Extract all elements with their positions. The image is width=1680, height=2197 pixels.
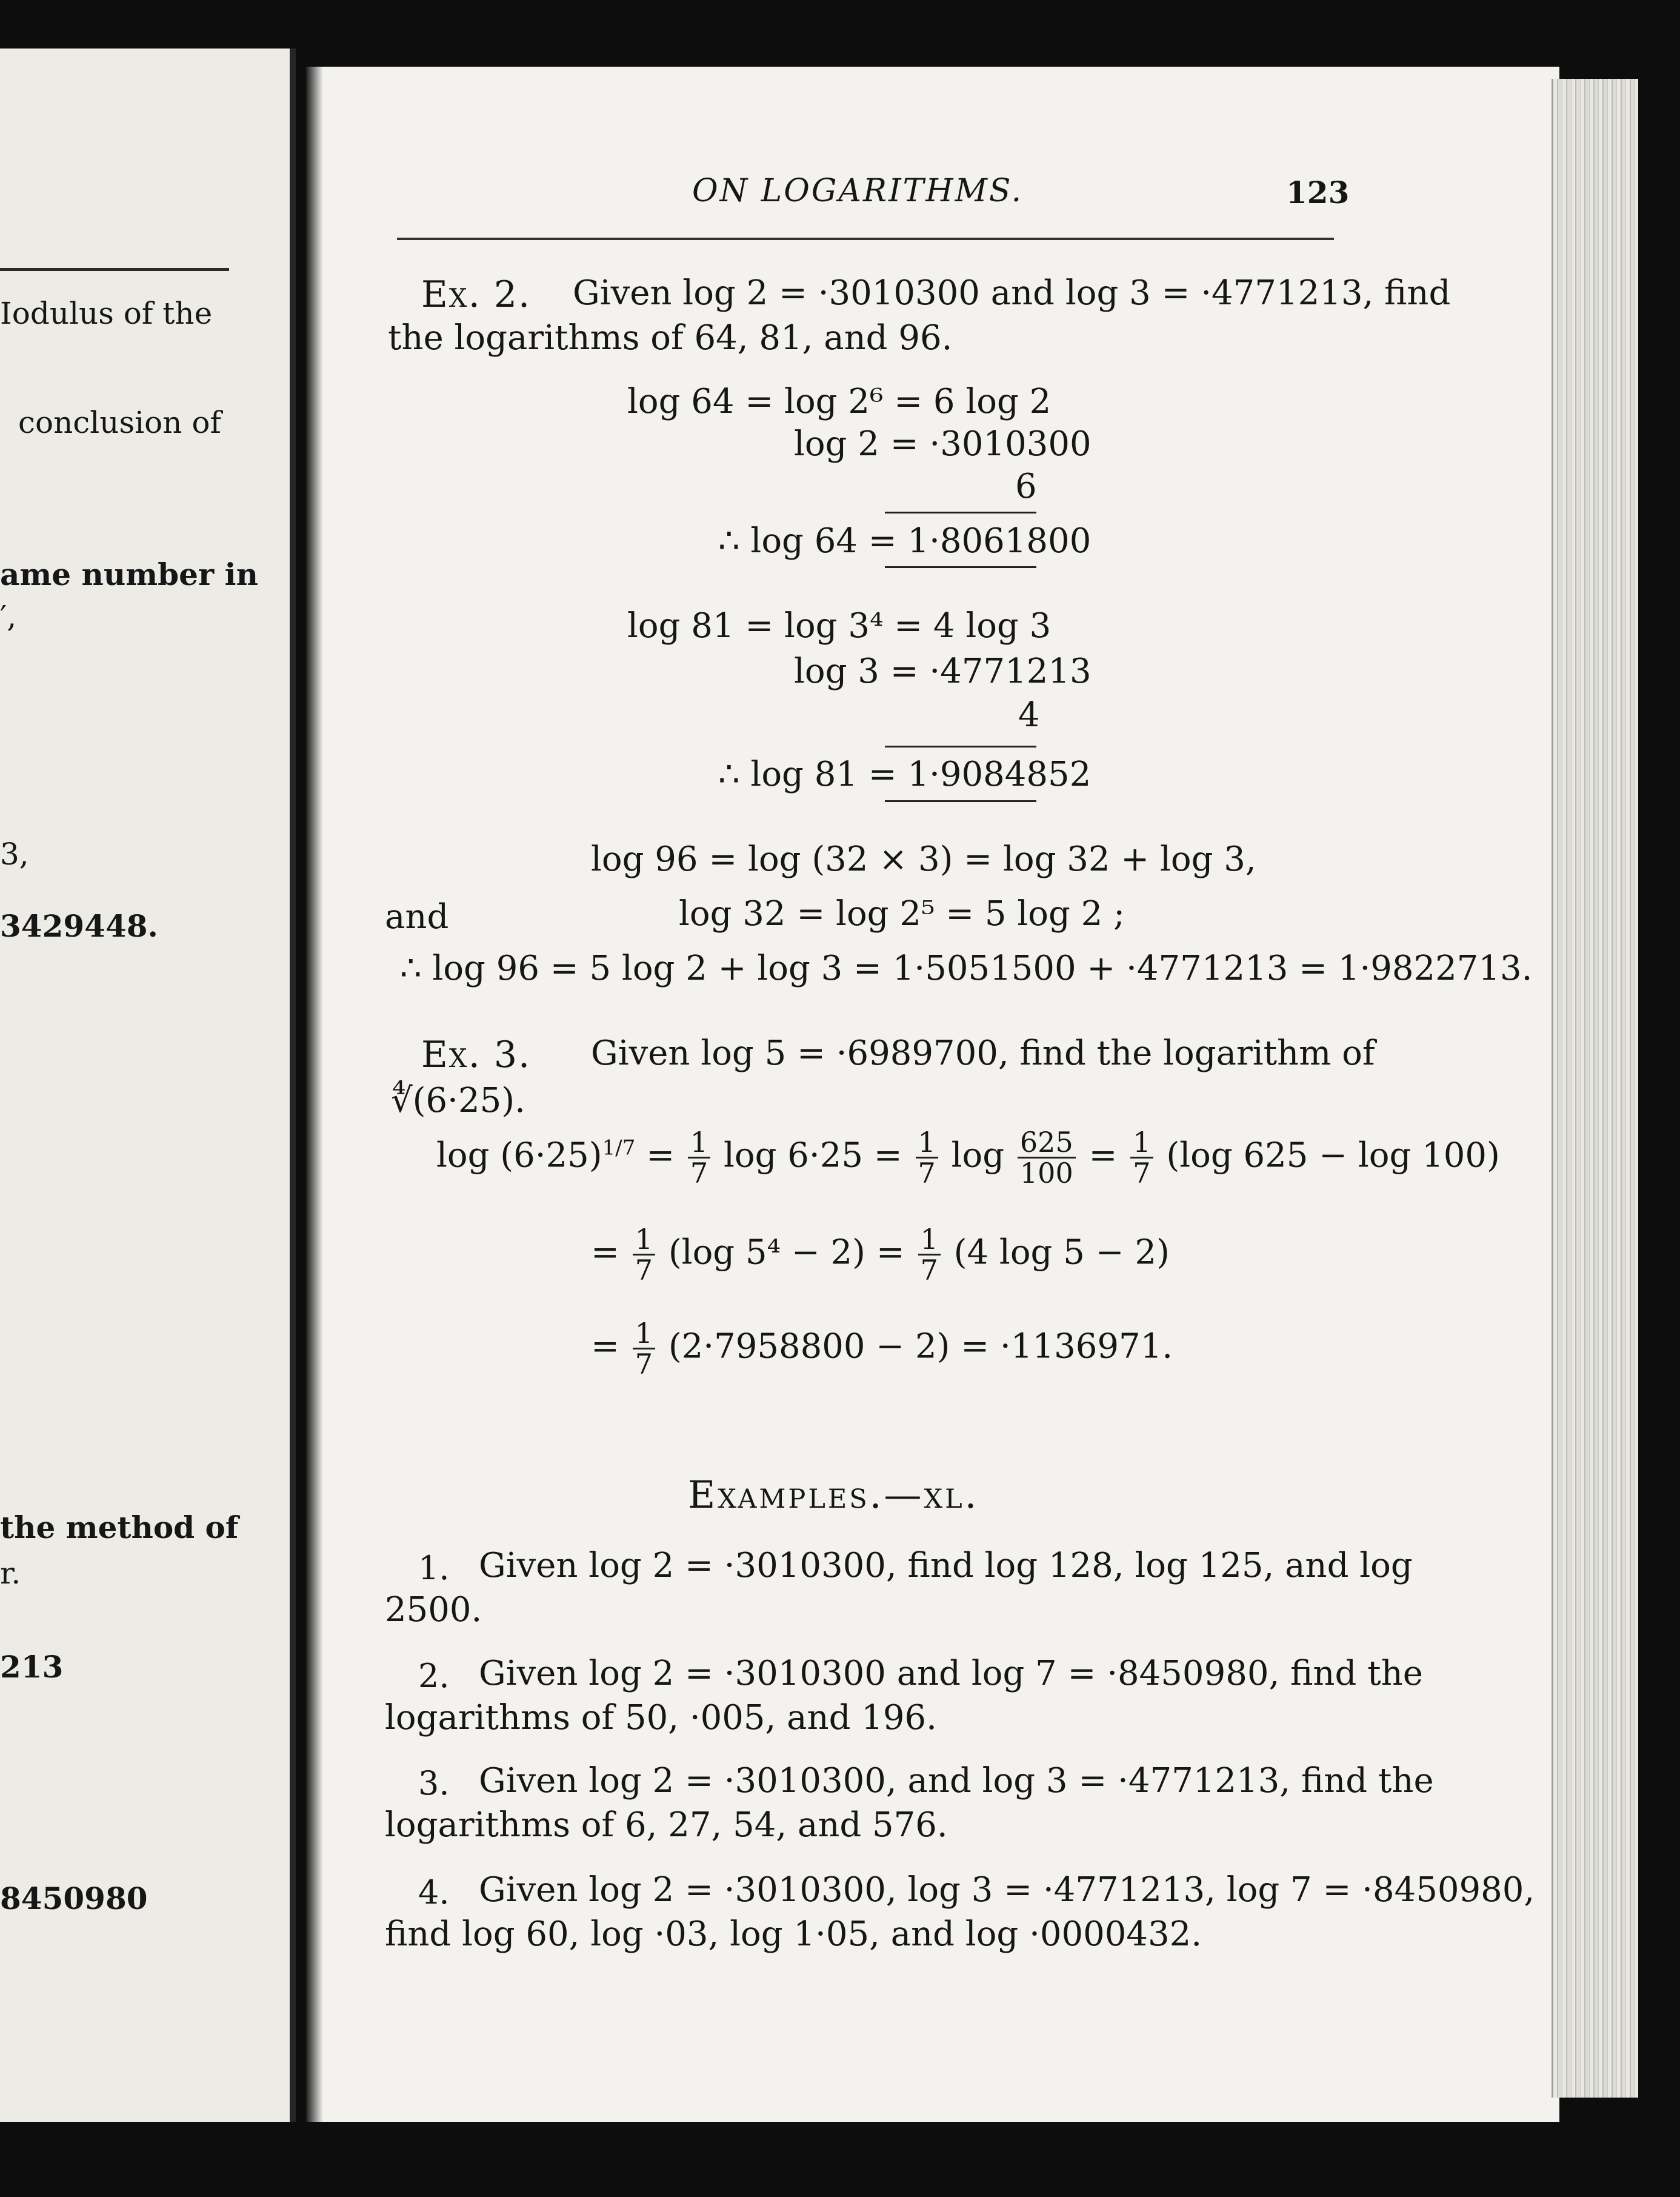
ex2-statement-line1: Given log 2 = ·3010300 and log 3 = ·4771213, find (573, 273, 1451, 313)
ex3-eq1-log625: log 6·25 = (724, 1135, 902, 1175)
ex2-rule (885, 512, 1036, 513)
ex2-line-log2: log 2 = ·3010300 (794, 424, 1092, 464)
ex3-statement-line1: Given log 5 = ·6989700, find the logarithm of (591, 1034, 1375, 1073)
ex3-eq1-rhs: (log 625 − log 100) (1166, 1135, 1500, 1175)
ex2-line-log64: log 64 = log 2⁶ = 6 log 2 (627, 382, 1052, 421)
fraction-one-seventh: $\frac{1}{7}$ (916, 1128, 938, 1188)
ex3-eq1-log: log (951, 1135, 1005, 1175)
ex2-label: Ex. 2. (421, 273, 532, 316)
left-fragment-line: ′, (0, 599, 17, 634)
ex2-statement-line2: the logarithms of 64, 81, and 96. (388, 318, 953, 358)
ex2-line-multiplier: 6 (1015, 467, 1037, 506)
left-fragment-line: 213 (0, 1649, 64, 1685)
ex3-label: Ex. 3. (421, 1034, 532, 1076)
left-fragment-line: 3, (0, 837, 29, 872)
ex2-line-log32: log 32 = log 2⁵ = 5 log 2 ; (679, 894, 1125, 934)
ex2-line-multiplier: 4 (1018, 695, 1040, 735)
ex3-statement-line2: ∜(6·25). (391, 1081, 525, 1120)
example-3-line1: Given log 2 = ·3010300, and log 3 = ·4771213, find the (479, 1761, 1434, 1801)
example-1-line1: Given log 2 = ·3010300, find log 128, log 125, and log (479, 1546, 1413, 1585)
ex3-eq3-rhs: (2·7958800 − 2) = ·1136971. (668, 1326, 1173, 1366)
example-number: 4. (418, 1873, 450, 1911)
left-fragment-line: r. (0, 1556, 21, 1591)
ex3-eq1-exponent: 1/7 (602, 1135, 636, 1160)
left-fragment-line: 3429448. (0, 908, 158, 944)
page-edges (1552, 79, 1638, 2098)
example-1-line2: 2500. (385, 1590, 482, 1630)
ex3-eq2-equals: = (591, 1232, 619, 1272)
left-page-fragment (0, 48, 296, 2122)
gutter-shadow (306, 67, 323, 2122)
example-number: 2. (418, 1657, 450, 1695)
ex2-rule (885, 800, 1036, 802)
examples-heading: Examples.—xl. (688, 1473, 979, 1517)
ex2-line-log81: log 81 = log 3⁴ = 4 log 3 (627, 606, 1052, 646)
ex3-eq1-lhs: log (6·25) (436, 1135, 602, 1175)
example-4-line1: Given log 2 = ·3010300, log 3 = ·4771213, log 7 = ·8450980, (479, 1870, 1535, 1910)
left-fragment-line: Iodulus of the (0, 296, 213, 331)
fraction-one-seventh: $\frac{1}{7}$ (918, 1225, 941, 1285)
example-number: 1. (418, 1549, 450, 1587)
ex3-equation-3 (591, 1319, 1173, 1379)
ex3-eq2-rhs: (4 log 5 − 2) (953, 1232, 1170, 1272)
ex2-result-log96: ∴ log 96 = 5 log 2 + log 3 = 1·5051500 + ·4771213 = 1·9822713. (400, 949, 1533, 988)
running-header: ON LOGARITHMS. (692, 173, 1024, 209)
page-number: 123 (1286, 175, 1350, 210)
example-2-line1: Given log 2 = ·3010300 and log 7 = ·8450980, find the (479, 1654, 1423, 1693)
left-fragment-line: ame number in (0, 557, 259, 592)
ex2-rule (885, 746, 1036, 747)
ex3-eq1-equals: = (1088, 1135, 1118, 1175)
ex3-equation-1 (436, 1128, 1500, 1188)
ex2-rule (885, 566, 1036, 568)
ex2-line-log96: log 96 = log (32 × 3) = log 32 + log 3, (591, 840, 1256, 879)
fraction-one-seventh: $\frac{1}{7}$ (633, 1319, 655, 1379)
example-3-line2: logarithms of 6, 27, 54, and 576. (385, 1805, 948, 1845)
left-fragment-line: 8450980 (0, 1881, 148, 1916)
fraction-one-seventh: $\frac{1}{7}$ (1130, 1128, 1153, 1188)
fraction-one-seventh: $\frac{1}{7}$ (688, 1128, 710, 1188)
header-rule (397, 238, 1334, 240)
ex2-and-word: and (385, 897, 449, 937)
left-page-rule (0, 268, 229, 271)
ex3-equation-2 (591, 1225, 1170, 1285)
ex2-result-log64: ∴ log 64 = 1·8061800 (718, 521, 1092, 561)
example-4-line2: find log 60, log ·03, log 1·05, and log ·0000432. (385, 1914, 1202, 1954)
ex3-eq1-equals: = (646, 1135, 675, 1175)
example-2-line2: logarithms of 50, ·005, and 196. (385, 1698, 937, 1737)
ex3-eq2-middle: (log 5⁴ − 2) = (668, 1232, 905, 1272)
fraction-625-over-100: $\frac{625}{100}$ (1018, 1128, 1076, 1188)
ex2-result-log81: ∴ log 81 = 1·9084852 (718, 755, 1092, 794)
fraction-one-seventh: $\frac{1}{7}$ (633, 1225, 655, 1285)
left-fragment-line: the method of (0, 1510, 239, 1545)
ex3-eq3-equals: = (591, 1326, 619, 1366)
example-number: 3. (418, 1764, 450, 1802)
ex2-line-log3: log 3 = ·4771213 (794, 652, 1092, 691)
left-fragment-line: conclusion of (18, 405, 221, 440)
